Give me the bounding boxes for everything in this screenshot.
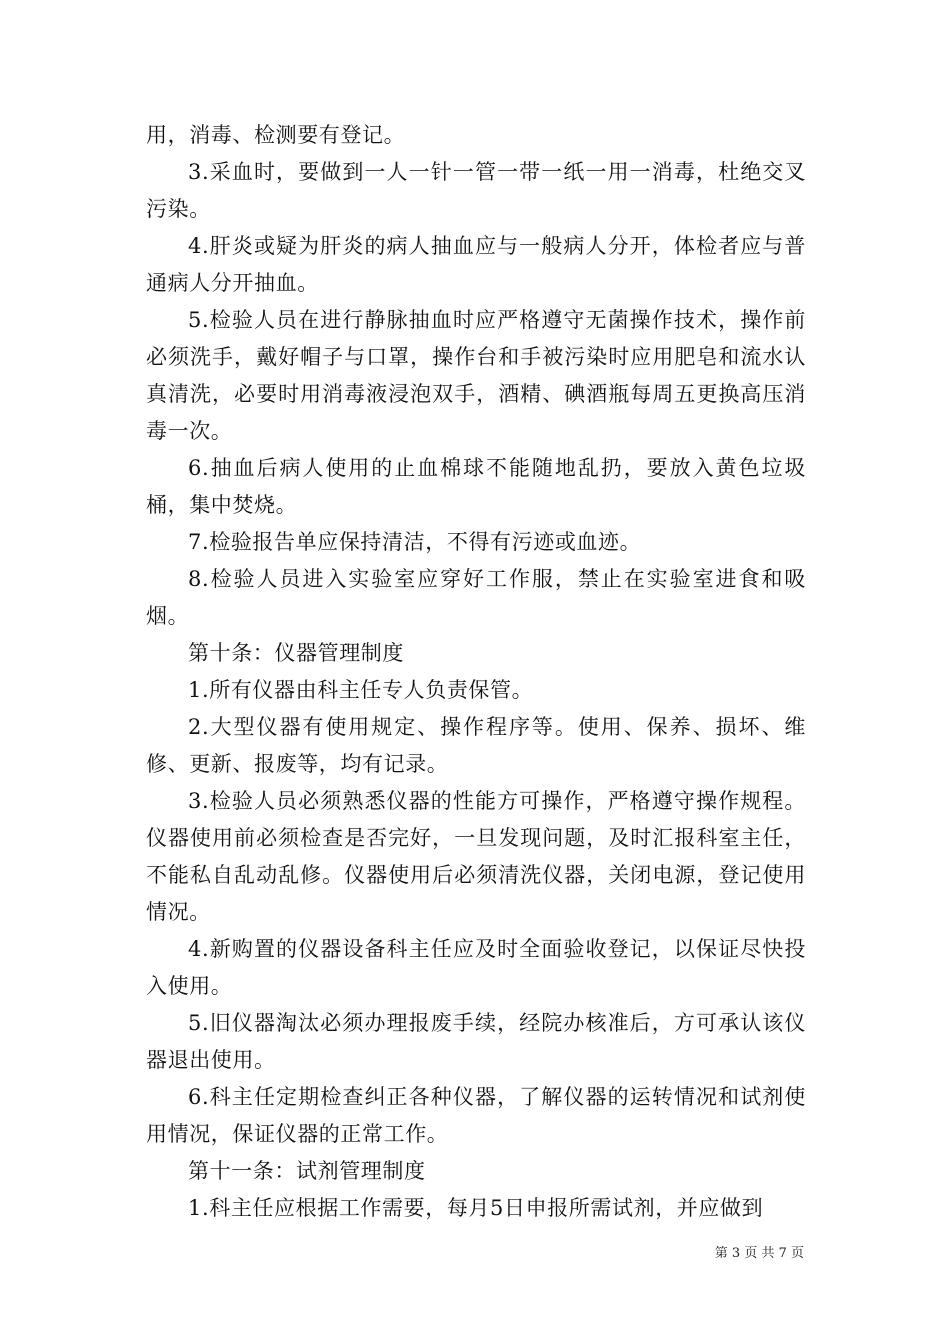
paragraph-item-1: 1.所有仪器由科主任专人负责保管。 <box>188 678 534 702</box>
paragraph-item-6: 6.抽血后病人使用的止血棉球不能随地乱扔，要放入黄色垃圾桶，集中焚烧。 <box>146 456 806 517</box>
paragraph-item-5: 5.旧仪器淘汰必须办理报废手续，经院办核准后，方可承认该仪器退出使用。 <box>146 1011 806 1072</box>
paragraph-item-2: 2.大型仪器有使用规定、操作程序等。使用、保养、损坏、维修、更新、报废等，均有记录。 <box>146 715 806 776</box>
paragraph-item-7: 7.检验报告单应保持清洁，不得有污迹或血迹。 <box>188 530 642 554</box>
page-number-footer: 第 3 页 共 7 页 <box>714 1246 804 1261</box>
document-page <box>146 117 806 1227</box>
paragraph-item-8: 8.检验人员进入实验室应穿好工作服，禁止在实验室进食和吸烟。 <box>146 567 806 628</box>
paragraph-item-3: 3.采血时，要做到一人一针一管一带一纸一用一消毒，杜绝交叉污染。 <box>146 160 806 221</box>
section-heading-article-11: 第十一条：试剂管理制度 <box>188 1159 426 1183</box>
paragraph-item-1: 1.科主任应根据工作需要，每月5日申报所需试剂，并应做到 <box>188 1196 764 1220</box>
paragraph-item-3: 3.检验人员必须熟悉仪器的性能方可操作，严格遵守操作规程。仪器使用前必须检查是否完好，一旦发现问题，及时汇报科室主任，不能私自乱动乱修。仪器使用后必须清洗仪器，关闭电源，登记使用情况。 <box>146 789 806 924</box>
paragraph-continuation: 用，消毒、检测要有登记。 <box>146 123 406 147</box>
section-heading-article-10: 第十条：仪器管理制度 <box>188 641 404 665</box>
paragraph-item-6: 6.科主任定期检查纠正各种仪器，了解仪器的运转情况和试剂使用情况，保证仪器的正常工作。 <box>146 1085 806 1146</box>
paragraph-item-4: 4.新购置的仪器设备科主任应及时全面验收登记，以保证尽快投入使用。 <box>146 937 806 998</box>
paragraph-item-5: 5.检验人员在进行静脉抽血时应严格遵守无菌操作技术，操作前必须洗手，戴好帽子与口罩，操作台和手被污染时应用肥皂和流水认真清洗，必要时用消毒液浸泡双手，酒精、碘酒瓶每周五更换高压消毒一次。 <box>146 308 806 443</box>
paragraph-item-4: 4.肝炎或疑为肝炎的病人抽血应与一般病人分开，体检者应与普通病人分开抽血。 <box>146 234 806 295</box>
